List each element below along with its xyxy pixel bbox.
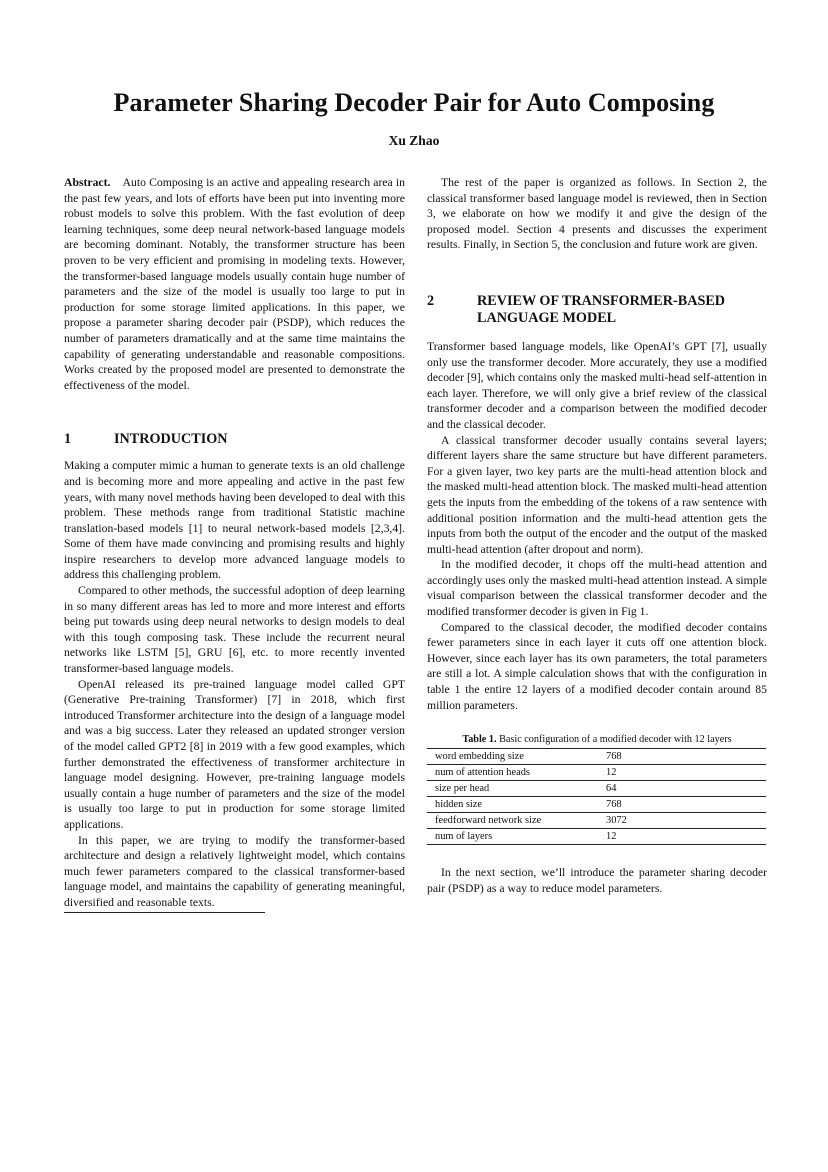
table-cell-value: 768 [606,749,766,765]
intro-paragraph-4: In this paper, we are trying to modify the transformer-based architecture and design a relatively lightweight model, which contains much fewer parameters compared to the classical transformer-based language model, and maintains the capability of generating meaningful, diversified and reasonable texts. [64,833,405,909]
abstract-text: Auto Composing is an active and appealing research area in the past few years, and lots of efforts have been put into inventing more robust models to solve this problem. With the fast evolution of deep learning techniques, some deep neural network-based language models are becoming dominant. Notably, the transformer structure has been proven to be very efficient and promising in modeling texts. However, the transformer-based language models usually contain huge number of parameters and the size of the model is usually too large to put in production for some storage limited applications. In this paper, we propose a parameter sharing decoder pair (PSDP), which reduces the number of parameters dramatically and at the same time maintains the capability of generating understandable and reasonable compositions. Works created by the proposed model are presented to demonstrate the effectiveness of the model. [64,176,405,392]
review-paragraph-2: A classical transformer decoder usually contains several layers; different layers share the same structure but have different parameters. For a given layer, two key parts are the multi-head attention block and the masked multi-head attention block. The masked multi-head attention gets the inputs from the embedding of the tokens of a raw sentence with additional position information and the multi-head attention gets the inputs from both the output of the encoder and the output of the masked multi-head attention (after dropout and norm). [427,433,767,556]
review-paragraph-4: Compared to the classical decoder, the modified decoder contains fewer parameters since in each layer it cuts off one attention block. However, since each layer has its own parameters, the total parameters are still a lot. A simple calculation shows that with the configuration in table 1 the entire 12 layers of a modified decoder contain around 85 million parameters. [427,620,767,712]
table-cell-name: feedforward network size [427,813,606,829]
table-caption-text: Basic configuration of a modified decoder with 12 layers [499,734,732,746]
review-closing-paragraph: In the next section, we’ll introduce the parameter sharing decoder pair (PSDP) as a way to reduce model parameters. [427,866,767,895]
section-heading-review [427,293,767,327]
section-title-line-2: LANGUAGE MODEL [477,309,617,326]
review-paragraph-3: In the modified decoder, it chops off the multi-head attention and accordingly uses only the masked multi-head attention instead. A simple visual comparison between the classical transformer decoder and the modified transformer decoder is given in Fig 1. [427,558,767,619]
section-heading-introduction [64,431,405,448]
table-cell-value: 3072 [606,813,766,829]
organization-paragraph: The rest of the paper is organized as follows. In Section 2, the classical transformer based language model is reviewed, then in Section 3, we elaborate on how we modify it and give the design of the proposed model. Section 4 presents and discusses the experiment results. Finally, in Section 5, the conclusion and future work are given. [427,176,767,252]
table-cell-name: word embedding size [427,749,606,765]
intro-paragraph-1: Making a computer mimic a human to generate texts is an old challenge and is becoming more and more appealing and active in the past few years, with many novel methods having been developed to deal with this problem. These methods range from traditional Statistic machine translation-based models [1] to neural network-based models [2,3,4]. Some of them have made convincing and promising results and highly inspire researchers to develop more advanced language models to address this challenging problem. [64,459,405,582]
table-cell-name: hidden size [427,797,606,813]
section-title [477,293,725,327]
abstract [64,175,405,393]
table-caption [427,733,767,746]
table-row [427,765,766,781]
table-cell-name: size per head [427,781,606,797]
left-column [64,175,405,911]
table-cell-value: 12 [606,765,766,781]
table-row [427,749,766,765]
table-cell-value: 12 [606,831,617,843]
table-cell-value: 64 [606,781,766,797]
table-row [427,829,766,845]
review-paragraph-1: Transformer based language models, like OpenAI’s GPT [7], usually only use the transformer decoder. More accurately, they use a modified decoder [9], which contains only the masked multi-head self-attention in each layer. Therefore, we will only give a brief review of the classical transformer decoder and a comparison between the modified decoder and the classical decoder. [427,339,767,431]
footnote-rule [64,912,265,913]
table-row [427,797,766,813]
abstract-label: Abstract. [64,176,111,189]
table-caption-label: Table 1. [462,734,497,746]
table-cell-name: num of layers [435,831,493,843]
config-table [427,748,766,845]
table-cell-value: 768 [606,797,766,813]
table-cell-name: num of attention heads [427,765,606,781]
section-title: INTRODUCTION [114,431,228,448]
intro-paragraph-2: Compared to other methods, the successful adoption of deep learning in so many different areas has led to more and more interest and efforts being put towards using deep neural networks to design models to deal with this tough composing task. These include the recurrent neural networks like LSTM [5], GRU [6], etc. to more recently invented transformer-based language models. [64,584,405,676]
paper-title: Parameter Sharing Decoder Pair for Auto Composing [113,88,715,117]
section-number: 1 [64,431,72,448]
section-number: 2 [427,292,435,309]
table-row [427,781,766,797]
table-row [427,813,766,829]
author-name: Xu Zhao [388,133,440,148]
section-title-line-1: REVIEW OF TRANSFORMER-BASED [477,292,726,309]
right-column [427,175,767,896]
intro-paragraph-3: OpenAI released its pre-trained language model called GPT (Generative Pre-training Transformer) [7] in 2018, which first introduced Transformer architecture into the design of a language model and was a big success. Later they released an updated stronger version of the model called GPT2 [8] in 2019 with a few good examples, which further demonstrated the effectiveness of transformer architecture in language model designing. However, pre-training language models usually contain a huge number of parameters and the size of the model is usually too large to put in production for some storage limited applications. [64,677,405,831]
